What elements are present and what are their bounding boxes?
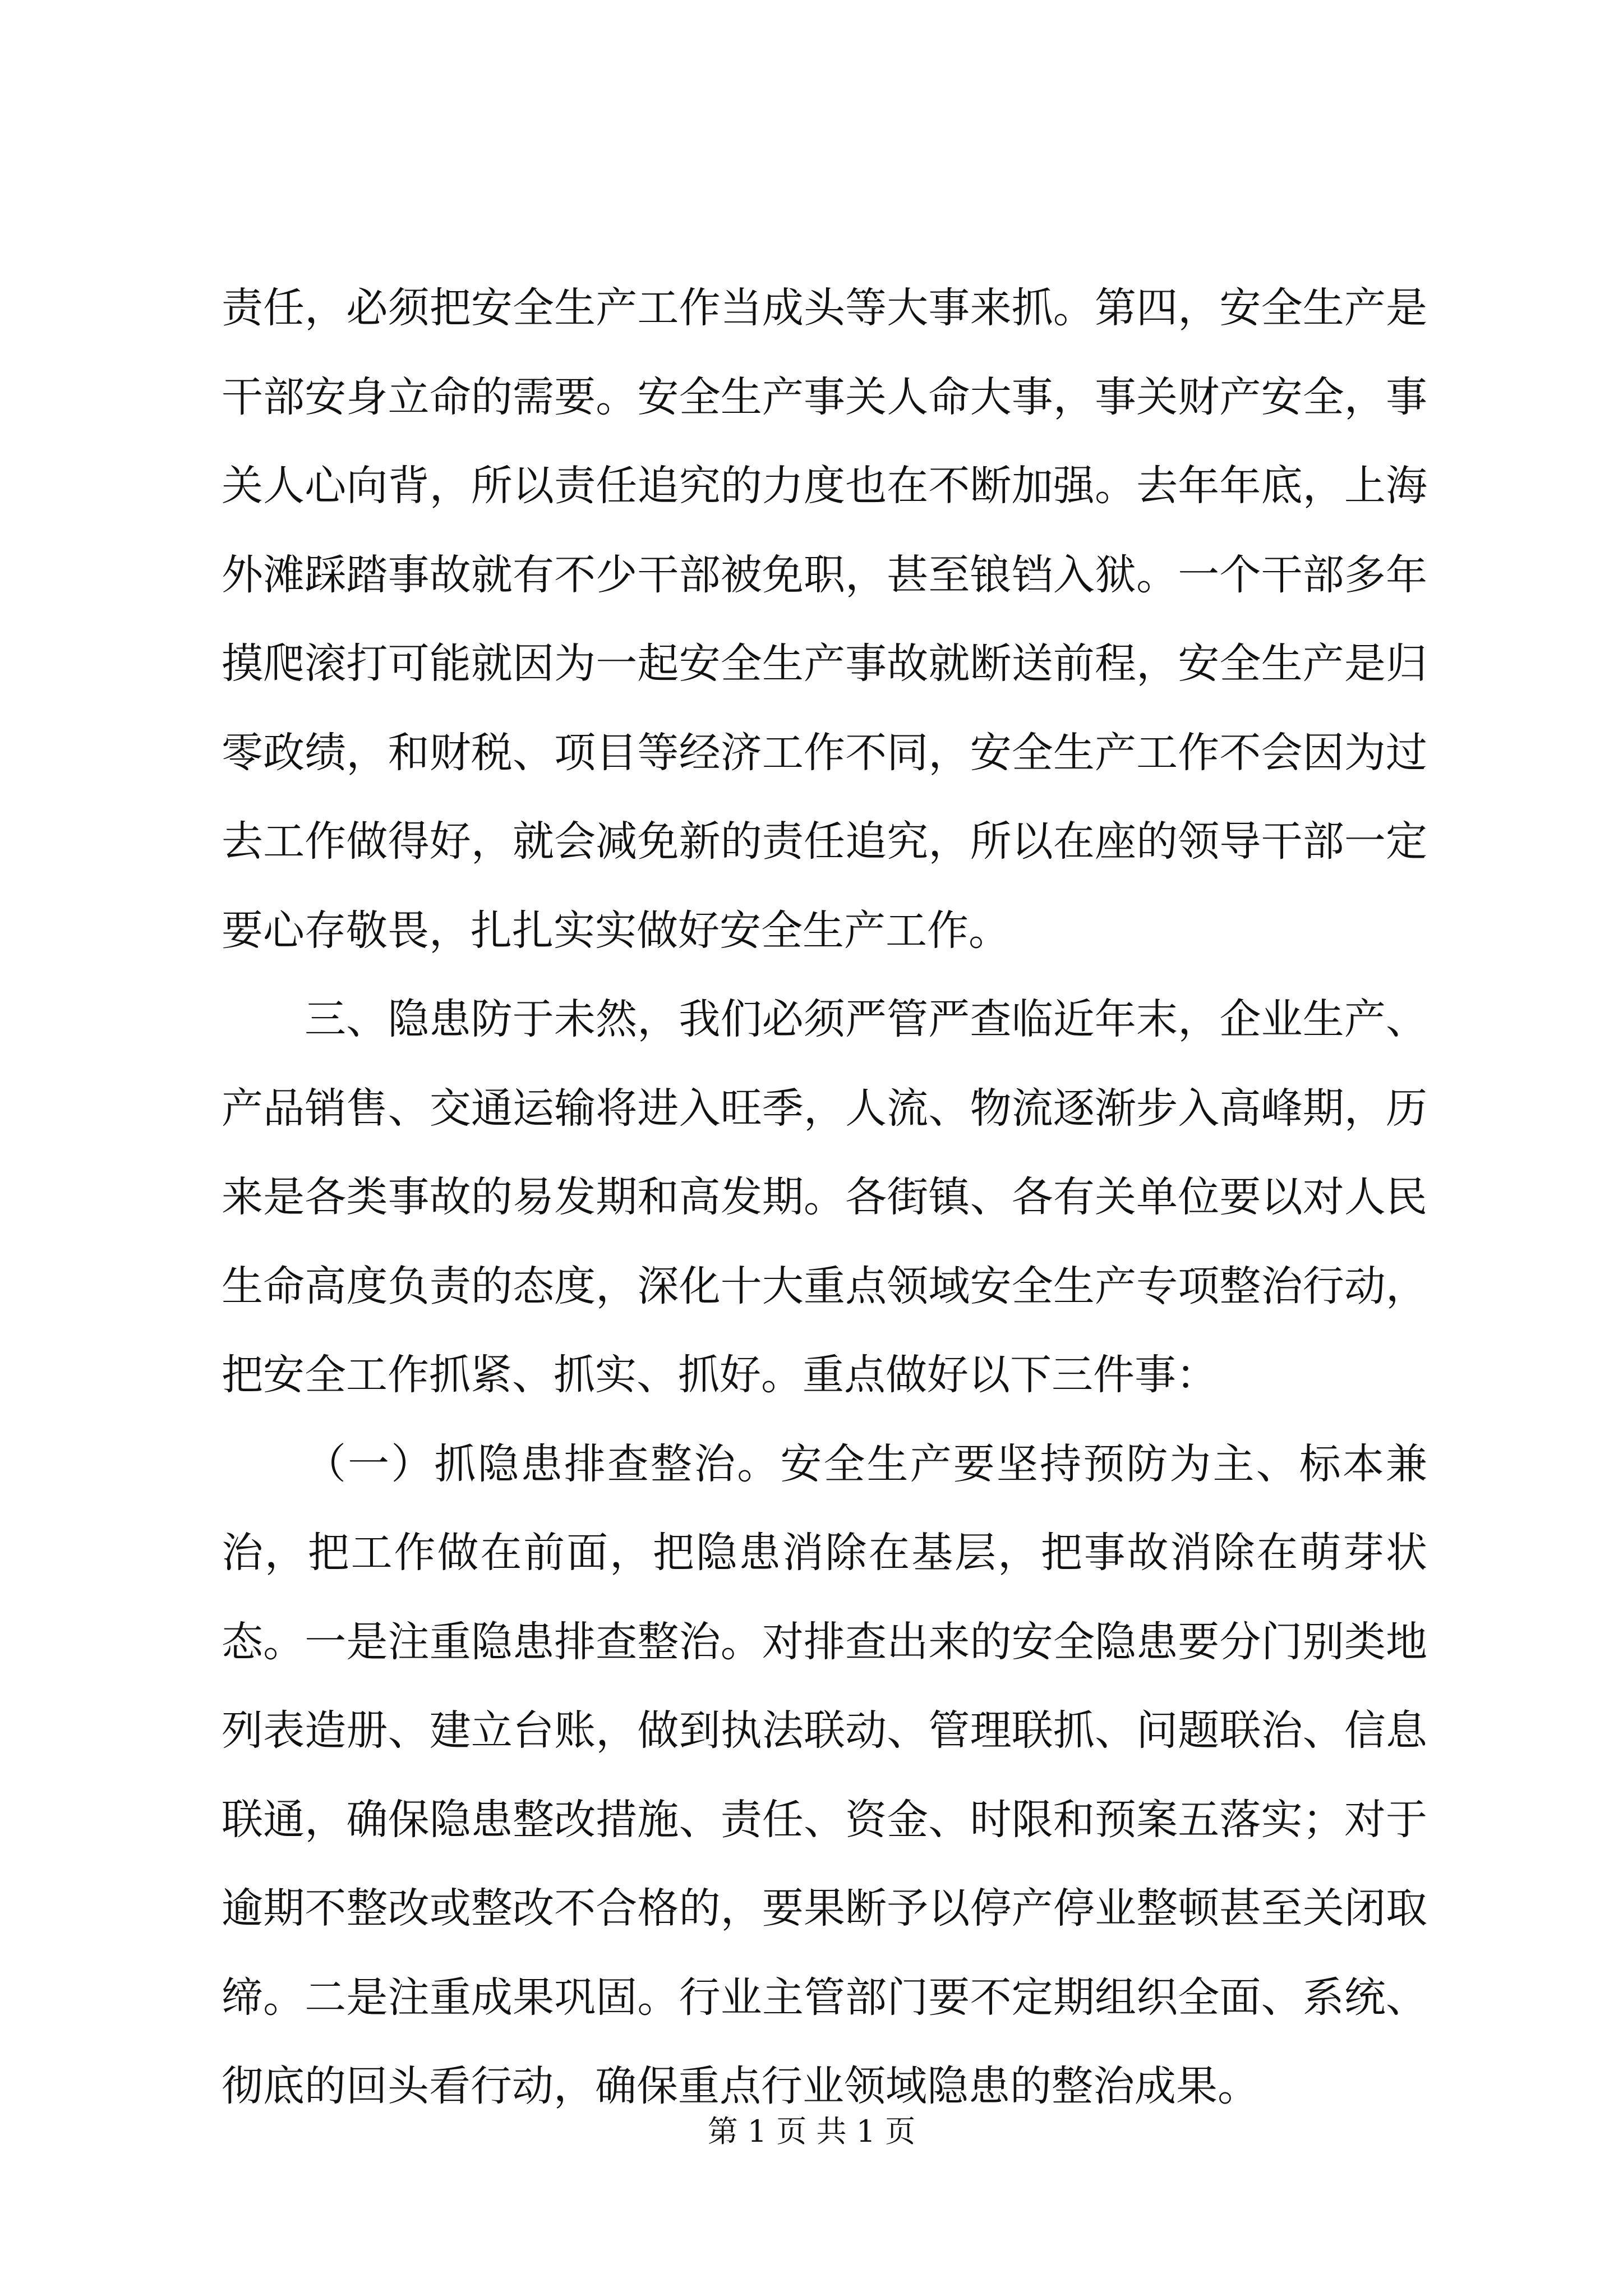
paragraph-continuation: 责任，必须把安全生产工作当成头等大事来抓。第四，安全生产是干部安身立命的需要。安全生产事关人命大事，事关财产安全，事关人心向背，所以责任追究的力度也在不断加强。去年年底，上海外滩踩踏事故就有不少干部被免职，甚至锒铛入狱。一个干部多年摸爬滚打可能就因为一起安全生产事故就断送前程，安全生产是归零政绩，和财税、项目等经济工作不同，安全生产工作不会因为过去工作做得好，就会减免新的责任追究，所以在座的领导干部一定要心存敬畏，扎扎实实做好安全生产工作。: [222, 284, 1427, 955]
page-footer: 第 1 页 共 1 页: [707, 2114, 916, 2149]
document-body: [222, 264, 1427, 2131]
paragraph-section-three: 三、隐患防于未然，我们必须严管严查临近年末，企业生产、产品销售、交通运输将进入旺季，人流、物流逐渐步入高峰期，历来是各类事故的易发期和高发期。各街镇、各有关单位要以对人民生命高度负责的态度，深化十大重点领域安全生产专项整治行动，把安全工作抓紧、抓实、抓好。重点做好以下三件事：: [222, 995, 1427, 1399]
paragraph-subsection-one: （一）抓隐患排查整治。安全生产要坚持预防为主、标本兼治，把工作做在前面，把隐患消除在基层，把事故消除在萌芽状态。一是注重隐患排查整治。对排查出来的安全隐患要分门别类地列表造册、建立台账，做到执法联动、管理联抓、问题联治、信息联通，确保隐患整改措施、责任、资金、时限和预案五落实；对于逾期不整改或整改不合格的，要果断予以停产停业整顿甚至关闭取缔。二是注重成果巩固。行业主管部门要不定期组织全面、系统、彻底的回头看行动，确保重点行业领域隐患的整治成果。: [222, 1439, 1427, 2110]
